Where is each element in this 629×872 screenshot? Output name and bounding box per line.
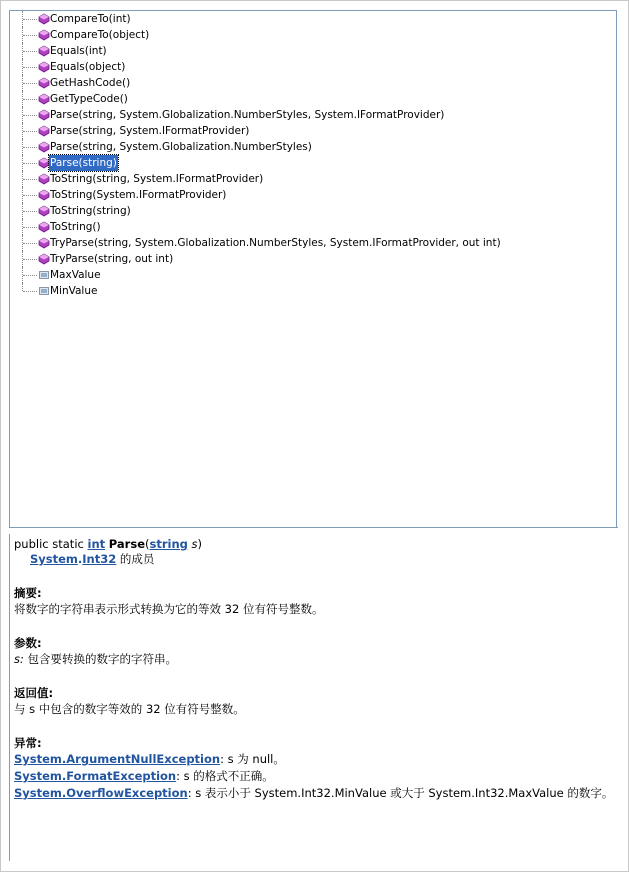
returns-heading: 返回值: [14, 686, 54, 700]
exception-item [14, 751, 614, 768]
members-tree-pane [9, 10, 617, 527]
tree-item-label: Equals(object) [50, 61, 126, 73]
type-link[interactable]: Int32 [82, 552, 117, 566]
tree-branch-line [23, 147, 37, 148]
close-paren: ) [197, 537, 203, 551]
summary-heading: 摘要: [14, 586, 42, 600]
namespace-link[interactable]: System [30, 552, 78, 566]
member-of-suffix: 的成员 [116, 552, 155, 566]
tree-branch-line [23, 99, 37, 100]
description-pane [9, 534, 619, 861]
tree-item-label: ToString(System.IFormatProvider) [50, 189, 227, 201]
tree-item-label: Equals(int) [50, 45, 107, 57]
tree-branch-line [23, 275, 37, 276]
open-paren: ( [145, 537, 150, 551]
parameter-colon: : [20, 652, 24, 666]
tree-branch-line [23, 19, 37, 20]
tree-guide-line [22, 283, 23, 291]
tree-item-label: ToString(string, System.IFormatProvider) [50, 173, 264, 185]
member-of-line [14, 551, 614, 567]
tree-branch-line [23, 227, 37, 228]
member-of-dot: . [77, 552, 83, 566]
parameters-heading: 参数: [14, 636, 42, 650]
tree-item-label: CompareTo(object) [50, 29, 150, 41]
summary-text: 将数字的字符串表示形式转换为它的等效 32 位有符号整数。 [14, 602, 324, 616]
param-name: s [191, 537, 198, 551]
tree-item-label: TryParse(string, out int) [50, 253, 174, 265]
param-type-link[interactable]: string [149, 537, 188, 551]
exception-text: : s 为 null。 [220, 752, 285, 766]
exception-item [14, 768, 614, 785]
signature-prefix: public static [14, 537, 88, 551]
tree-item-label: Parse(string) [50, 157, 117, 169]
tree-item-label: Parse(string, System.IFormatProvider) [50, 125, 250, 137]
exception-link[interactable]: System.ArgumentNullException [14, 752, 221, 766]
tree-branch-line [23, 51, 37, 52]
tree-item-label: MaxValue [50, 269, 101, 281]
tree-branch-line [23, 179, 37, 180]
exception-link[interactable]: System.FormatException [14, 769, 177, 783]
method-name: Parse [108, 537, 145, 551]
tree-branch-line [23, 259, 37, 260]
tree-item-label: Parse(string, System.Globalization.NumberStyles) [50, 141, 312, 153]
tree-item-label: ToString() [50, 221, 101, 233]
exceptions-heading: 异常: [14, 736, 42, 750]
returns-text: 与 s 中包含的数字等效的 32 位有符号整数。 [14, 702, 245, 716]
exception-item [14, 785, 614, 802]
tree-branch-line [23, 115, 37, 116]
tree-branch-line [23, 67, 37, 68]
tree-branch-line [23, 35, 37, 36]
parameter-name: s [14, 652, 20, 666]
exception-link[interactable]: System.OverflowException [14, 786, 188, 800]
tree-item-label: GetHashCode() [50, 77, 131, 89]
tree-item-label: ToString(string) [50, 205, 131, 217]
tree-branch-line [23, 83, 37, 84]
tree-item-label: MinValue [50, 285, 98, 297]
tree-item-label: GetTypeCode() [50, 93, 128, 105]
tree-item-label: Parse(string, System.Globalization.NumberStyles, System.IFormatProvider) [50, 109, 445, 121]
tree-item-label: TryParse(string, System.Globalization.NumberStyles, System.IFormatProvider, out int) [50, 237, 501, 249]
exception-text: : s 的格式不正确。 [176, 769, 274, 783]
tree-branch-line [23, 131, 37, 132]
parameter-text: 包含要转换的数字的字符串。 [23, 652, 178, 666]
tree-branch-line [23, 211, 37, 212]
return-type-link[interactable]: int [87, 537, 106, 551]
exception-text: : s 表示小于 System.Int32.MinValue 或大于 System.Int32.MaxValue 的数字。 [187, 786, 614, 800]
tree-branch-line [23, 291, 37, 292]
tree-item-label: CompareTo(int) [50, 13, 131, 25]
tree-branch-line [23, 243, 37, 244]
tree-branch-line [23, 163, 37, 164]
parameter-entry [14, 651, 614, 667]
tree-branch-line [23, 195, 37, 196]
member-signature [14, 536, 614, 551]
